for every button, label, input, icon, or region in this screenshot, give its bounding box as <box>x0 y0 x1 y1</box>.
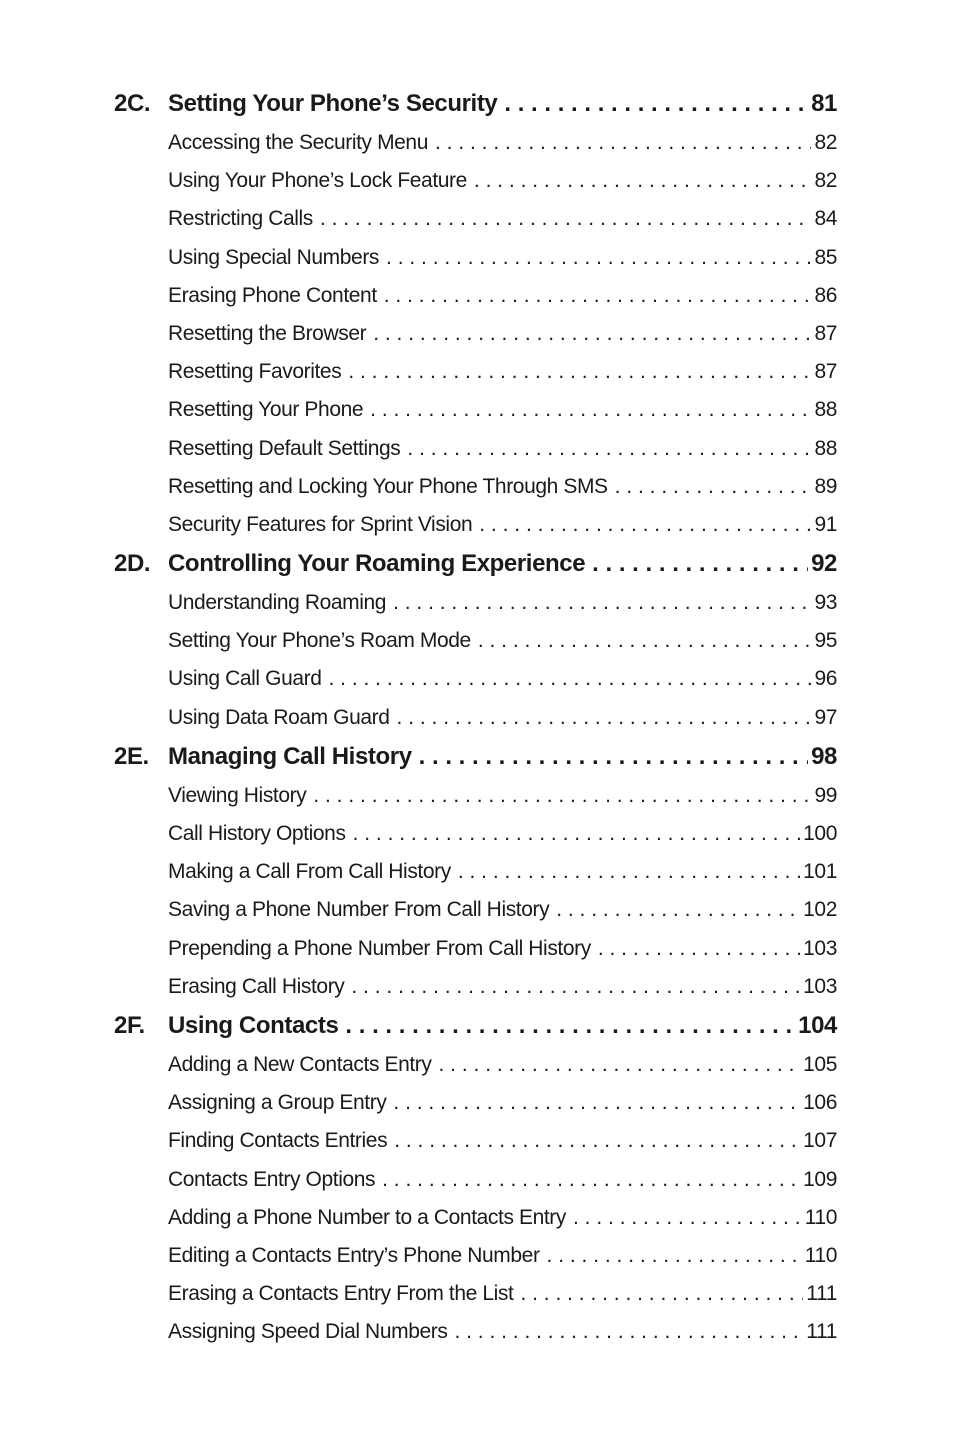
entry-title: Prepending a Phone Number From Call History <box>168 936 591 960</box>
toc-entry-row[interactable] <box>114 622 837 660</box>
dot-leader <box>520 1275 803 1313</box>
dot-leader <box>407 430 811 468</box>
dot-leader <box>474 162 812 200</box>
toc-entry-row[interactable] <box>114 1199 837 1237</box>
chapter-number: 2F. <box>114 1011 145 1039</box>
entry-title: Resetting Default Settings <box>168 436 401 460</box>
toc-entry-row[interactable] <box>114 239 837 277</box>
entry-title: Assigning Speed Dial Numbers <box>168 1320 448 1344</box>
chapter-page-number: 81 <box>811 90 837 117</box>
dot-leader <box>345 1006 795 1046</box>
toc-entry-row[interactable] <box>114 891 837 929</box>
toc-entry-row[interactable] <box>114 1122 837 1160</box>
dot-leader <box>479 506 811 544</box>
entry-page-number: 102 <box>803 898 837 922</box>
entry-page-number: 99 <box>814 783 837 807</box>
entry-page-number: 85 <box>814 245 837 269</box>
dot-leader <box>397 699 812 737</box>
entry-title: Resetting Favorites <box>168 360 342 384</box>
toc-entry-row[interactable] <box>114 391 837 429</box>
entry-page-number: 87 <box>814 321 837 345</box>
entry-title: Using Special Numbers <box>168 245 380 269</box>
toc-entry-row[interactable] <box>114 468 837 506</box>
entry-title: Adding a New Contacts Entry <box>168 1052 432 1076</box>
toc-chapter-row[interactable] <box>114 544 837 584</box>
toc-entry-row[interactable] <box>114 315 837 353</box>
dot-leader <box>592 544 808 584</box>
toc-entry-row[interactable] <box>114 584 837 622</box>
toc-entry-row[interactable] <box>114 699 837 737</box>
dot-leader <box>439 1046 801 1084</box>
entry-page-number: 82 <box>814 131 837 154</box>
toc-entry-row[interactable] <box>114 1161 837 1199</box>
chapter-title: Setting Your Phone’s Security <box>168 90 498 117</box>
entry-title: Assigning a Group Entry <box>168 1091 387 1115</box>
chapter-number: 2D. <box>114 550 151 578</box>
entry-title: Finding Contacts Entries <box>168 1129 388 1153</box>
entry-title: Resetting and Locking Your Phone Through SMS <box>168 474 608 498</box>
toc-entry-row[interactable] <box>114 968 837 1006</box>
entry-page-number: 103 <box>803 936 837 960</box>
entry-title: Understanding Roaming <box>168 591 387 615</box>
toc-entry-row[interactable] <box>114 353 837 391</box>
toc-entry-row[interactable] <box>114 1084 837 1122</box>
entry-page-number: 84 <box>814 207 837 231</box>
toc-chapter-row[interactable] <box>114 1006 837 1046</box>
entry-page-number: 86 <box>814 283 837 307</box>
dot-leader <box>393 1084 800 1122</box>
dot-leader <box>615 468 812 506</box>
toc-entry-row[interactable] <box>114 1237 837 1275</box>
toc-entry-row[interactable] <box>114 815 837 853</box>
toc-entry-row[interactable] <box>114 660 837 698</box>
entry-title: Viewing History <box>168 783 307 807</box>
entry-title: Erasing Call History <box>168 974 345 998</box>
entry-page-number: 89 <box>814 474 837 498</box>
chapter-page-number: 92 <box>811 550 837 578</box>
table-of-contents <box>114 84 837 1351</box>
dot-leader <box>598 930 800 968</box>
entry-page-number: 88 <box>814 436 837 460</box>
entry-title: Setting Your Phone’s Roam Mode <box>168 629 471 653</box>
dot-leader <box>458 853 800 891</box>
dot-leader <box>382 1161 800 1199</box>
entry-title: Using Call Guard <box>168 667 322 691</box>
entry-page-number: 107 <box>803 1129 837 1153</box>
entry-page-number: 111 <box>806 1282 837 1306</box>
toc-entry-row[interactable] <box>114 777 837 815</box>
entry-title: Making a Call From Call History <box>168 860 451 884</box>
toc-entry-row[interactable] <box>114 124 837 162</box>
dot-leader <box>353 815 801 853</box>
dot-leader <box>454 1313 803 1351</box>
chapter-number: 2C. <box>114 90 151 117</box>
entry-title: Call History Options <box>168 822 346 845</box>
entry-page-number: 96 <box>814 667 837 691</box>
entry-page-number: 82 <box>814 169 837 193</box>
chapter-title: Using Contacts <box>168 1011 339 1039</box>
entry-page-number: 93 <box>814 591 837 615</box>
dot-leader <box>394 1122 800 1160</box>
dot-leader <box>386 239 811 277</box>
toc-entry-row[interactable] <box>114 200 837 238</box>
entry-page-number: 105 <box>803 1052 837 1076</box>
dot-leader <box>419 737 808 777</box>
dot-leader <box>547 1237 802 1275</box>
toc-entry-row[interactable] <box>114 162 837 200</box>
toc-entry-row[interactable] <box>114 930 837 968</box>
toc-entry-row[interactable] <box>114 1313 837 1351</box>
entry-title: Resetting the Browser <box>168 321 367 345</box>
dot-leader <box>393 584 811 622</box>
dot-leader <box>370 391 811 429</box>
dot-leader <box>373 315 811 353</box>
dot-leader <box>573 1199 802 1237</box>
chapter-number: 2E. <box>114 742 149 770</box>
entry-page-number: 111 <box>806 1320 837 1344</box>
dot-leader <box>329 660 812 698</box>
entry-page-number: 109 <box>803 1167 837 1191</box>
dot-leader <box>556 891 800 929</box>
entry-page-number: 88 <box>814 398 837 422</box>
toc-chapter-row[interactable] <box>114 737 837 777</box>
entry-title: Security Features for Sprint Vision <box>168 512 473 536</box>
entry-title: Erasing a Contacts Entry From the List <box>168 1282 514 1306</box>
entry-title: Restricting Calls <box>168 207 313 231</box>
entry-title: Using Your Phone’s Lock Feature <box>168 169 467 193</box>
entry-page-number: 110 <box>804 1243 837 1267</box>
dot-leader <box>313 777 811 815</box>
dot-leader <box>435 124 811 162</box>
chapter-title: Managing Call History <box>168 742 412 770</box>
dot-leader <box>348 353 811 391</box>
toc-chapter-row[interactable] <box>114 84 837 124</box>
entry-title: Resetting Your Phone <box>168 398 364 422</box>
entry-page-number: 97 <box>814 705 837 729</box>
entry-page-number: 103 <box>803 974 837 998</box>
entry-page-number: 91 <box>814 512 837 536</box>
entry-page-number: 101 <box>803 860 837 884</box>
entry-page-number: 100 <box>803 822 837 845</box>
entry-title: Saving a Phone Number From Call History <box>168 898 550 922</box>
entry-title: Contacts Entry Options <box>168 1167 376 1191</box>
toc-entry-row[interactable] <box>114 277 837 315</box>
dot-leader <box>320 200 812 238</box>
dot-leader <box>351 968 800 1006</box>
entry-title: Accessing the Security Menu <box>168 131 428 154</box>
toc-entry-row[interactable] <box>114 506 837 544</box>
entry-title: Erasing Phone Content <box>168 283 377 307</box>
entry-page-number: 110 <box>804 1205 837 1229</box>
chapter-page-number: 104 <box>798 1011 837 1039</box>
chapter-title: Controlling Your Roaming Experience <box>168 550 586 578</box>
dot-leader <box>504 84 808 124</box>
entry-title: Editing a Contacts Entry’s Phone Number <box>168 1243 540 1267</box>
entry-page-number: 95 <box>814 629 837 653</box>
dot-leader <box>478 622 812 660</box>
toc-entry-row[interactable] <box>114 1046 837 1084</box>
entry-title: Using Data Roam Guard <box>168 705 390 729</box>
chapter-page-number: 98 <box>811 742 837 770</box>
entry-page-number: 87 <box>814 360 837 384</box>
toc-entry-row[interactable] <box>114 1275 837 1313</box>
toc-entry-row[interactable] <box>114 430 837 468</box>
toc-entry-row[interactable] <box>114 853 837 891</box>
entry-title: Adding a Phone Number to a Contacts Entry <box>168 1205 567 1229</box>
entry-page-number: 106 <box>803 1091 837 1115</box>
dot-leader <box>384 277 812 315</box>
